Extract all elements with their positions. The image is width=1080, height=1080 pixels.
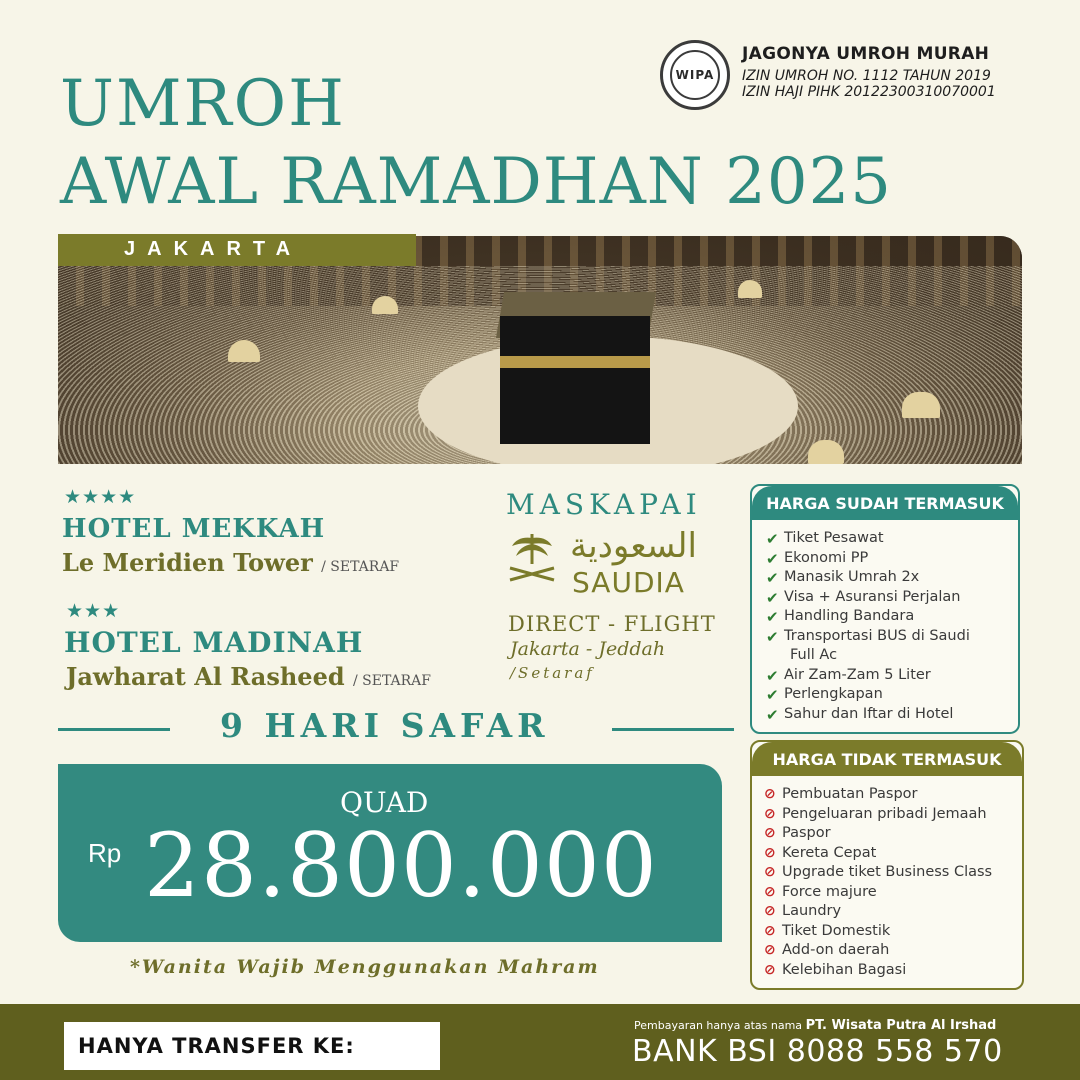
saudia-emblem-icon (504, 530, 560, 590)
list-item: ⊘ Add-on daerah (764, 942, 890, 958)
list-item: ⊘ Kelebihan Bagasi (764, 961, 907, 978)
included-panel (750, 484, 1020, 734)
prohibited-icon: ⊘ (764, 883, 776, 900)
prohibited-icon: ⊘ (764, 805, 776, 822)
logo-text: WIPA (675, 68, 715, 82)
bank-account: BANK BSI 8088 558 570 (632, 1034, 1003, 1069)
room-type: QUAD (340, 786, 429, 819)
list-item: ⊘ Tiket Domestik (764, 922, 891, 939)
airline-label: MASKAPAI (506, 488, 702, 521)
airline-name-latin: SAUDIA (572, 566, 685, 599)
list-item: ✔ Sahur dan Iftar di Hotel (766, 705, 954, 724)
prohibited-icon: ⊘ (764, 922, 776, 939)
check-icon: ✔ (766, 588, 779, 607)
list-item: ⊘ Upgrade tiket Business Class (764, 864, 993, 880)
price-amount: 28.800.000 (144, 814, 658, 917)
divider-right (612, 728, 734, 731)
check-icon: ✔ (766, 627, 779, 646)
prohibited-icon: ⊘ (764, 961, 776, 978)
flight-type: DIRECT - FLIGHT (508, 612, 716, 636)
included-list (766, 530, 1012, 725)
license-haji: IZIN HAJI PIHK 20122300310070001 (742, 84, 996, 100)
check-icon: ✔ (766, 569, 779, 587)
check-icon: ✔ (766, 608, 779, 626)
hotel-madinah-stars: ★★★ (66, 601, 121, 622)
hotel-mekkah-name-text: Le Meridien Tower (62, 548, 313, 577)
trip-duration: 9 HARI SAFAR (220, 706, 550, 745)
check-icon: ✔ (766, 530, 779, 548)
payment-note (634, 1018, 996, 1033)
price-currency: Rp (88, 838, 122, 868)
dome-icon (738, 280, 762, 298)
list-item: ✔ Handling Bandara (766, 608, 915, 626)
list-item: ⊘ Force majure (764, 883, 877, 900)
city-label: JAKARTA (124, 238, 303, 260)
payment-note-text: Pembayaran hanya atas nama (634, 1019, 803, 1032)
hotel-madinah-suffix: / SETARAF (352, 673, 432, 689)
excluded-title: HARGA TIDAK TERMASUK (752, 742, 1022, 776)
check-icon: ✔ (766, 549, 779, 568)
hotel-mekkah-suffix: / SETARAF (321, 559, 400, 575)
list-item: ✔ Tiket Pesawat (766, 530, 884, 548)
title-line-1: UMROH (60, 67, 346, 141)
divider-left (58, 728, 170, 731)
dome-icon (902, 392, 940, 418)
prohibited-icon: ⊘ (764, 864, 776, 880)
transfer-label: HANYA TRANSFER KE: (64, 1022, 440, 1070)
agency-logo (660, 40, 730, 110)
title-line-2: AWAL RAMADHAN 2025 (60, 145, 892, 219)
account-name: PT. Wisata Putra Al Irshad (805, 1018, 997, 1033)
license-umroh: IZIN UMROH NO. 1112 TAHUN 2019 (742, 68, 991, 84)
list-item: ✔ Perlengkapan (766, 686, 883, 704)
prohibited-icon: ⊘ (764, 942, 776, 958)
excluded-panel (750, 740, 1024, 990)
prohibited-icon: ⊘ (764, 903, 776, 919)
agency-info (742, 44, 996, 100)
list-item: Full Ac (790, 647, 838, 663)
list-item: ✔ Ekonomi PP (766, 549, 869, 568)
prohibited-icon: ⊘ (764, 786, 776, 802)
included-title: HARGA SUDAH TERMASUK (752, 486, 1018, 520)
list-item: ⊘ Pembuatan Paspor (764, 786, 918, 802)
hotel-madinah-heading: HOTEL MADINAH (64, 626, 364, 659)
hotel-mekkah-stars: ★★★★ (64, 487, 137, 508)
hotel-madinah-name-text: Jawharat Al Rasheed (66, 662, 345, 691)
flight-note: /Setaraf (510, 664, 595, 682)
airline-name-arabic: السعودية (570, 526, 697, 566)
agency-tagline: JAGONYA UMROH MURAH (742, 44, 990, 64)
kaaba-band (500, 356, 650, 368)
list-item: ✔ Manasik Umrah 2x (766, 569, 920, 587)
mahram-note: *Wanita Wajib Menggunakan Mahram (130, 956, 600, 978)
prohibited-icon: ⊘ (764, 844, 776, 861)
check-icon: ✔ (766, 686, 779, 704)
dome-icon (808, 440, 844, 464)
list-item: ✔ Transportasi BUS di Saudi (766, 627, 970, 646)
list-item: ⊘ Kereta Cepat (764, 844, 877, 861)
kaaba (500, 316, 650, 444)
hotel-mekkah-heading: HOTEL MEKKAH (62, 514, 326, 544)
flight-route: Jakarta - Jeddah (510, 638, 666, 660)
check-icon: ✔ (766, 705, 779, 724)
list-item: ⊘ Laundry (764, 903, 842, 919)
hotel-mekkah-name (62, 548, 399, 577)
city-banner (58, 234, 416, 266)
list-item: ⊘ Pengeluaran pribadi Jemaah (764, 805, 987, 822)
hotel-madinah-name (66, 662, 431, 691)
list-item: ⊘ Paspor (764, 825, 831, 841)
list-item: ✔ Visa + Asuransi Perjalan (766, 588, 961, 607)
check-icon: ✔ (766, 666, 779, 685)
list-item: ✔ Air Zam-Zam 5 Liter (766, 666, 931, 685)
prohibited-icon: ⊘ (764, 825, 776, 841)
excluded-list (764, 786, 1016, 981)
